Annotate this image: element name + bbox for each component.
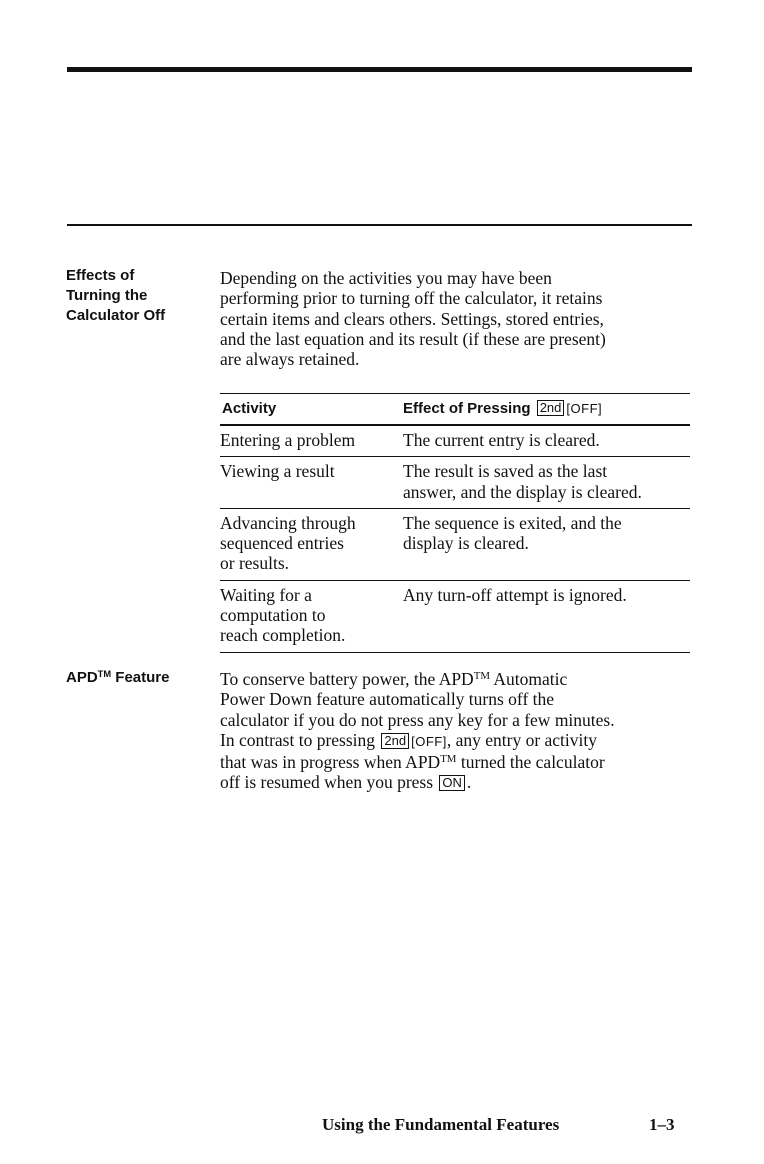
heading-line	[66, 668, 169, 688]
column-header-effect	[403, 400, 602, 417]
body-line: calculator if you do not press any key for a few minutes.	[220, 709, 615, 730]
text-run: that was in progress when APD	[220, 752, 441, 773]
cell-line-spacer	[403, 625, 690, 645]
text-run: Automatic	[489, 669, 568, 689]
cell-line: The sequence is exited, and the	[403, 512, 622, 533]
text-run: turned the calculator	[456, 752, 605, 773]
body-line	[220, 772, 690, 792]
body-line	[220, 669, 690, 689]
text-run: In contrast to pressing	[220, 729, 376, 750]
cell-line: The current entry is cleared.	[403, 430, 600, 450]
table-header-row	[220, 393, 690, 426]
key-off-label: [OFF]	[411, 733, 447, 749]
body-line: Depending on the activities you may have been	[220, 268, 552, 288]
effects-table	[220, 393, 690, 653]
top-thin-rule	[67, 224, 692, 226]
heading-line: Calculator Off	[66, 307, 166, 324]
cell-line: sequenced entries	[220, 533, 344, 554]
heading-feature: Feature	[111, 669, 170, 686]
section-heading-effects	[66, 266, 165, 326]
table-row	[220, 426, 690, 457]
cell-effect	[403, 513, 690, 574]
column-header-activity: Activity	[222, 400, 277, 417]
trademark: TM	[440, 753, 457, 766]
table-row	[220, 457, 690, 509]
table-row	[220, 581, 690, 653]
text-run: .	[466, 772, 472, 793]
text-run: , any entry or activity	[446, 729, 598, 750]
section-heading-apd	[66, 668, 169, 688]
trademark: TM	[97, 668, 112, 679]
body-line: and the last equation and its result (if these are present)	[220, 328, 606, 349]
footer-title: Using the Fundamental Features	[322, 1115, 560, 1134]
header-effect-text: Effect of Pressing	[403, 400, 531, 417]
body-line: Power Down feature automatically turns off the	[220, 689, 555, 710]
top-thick-rule	[67, 67, 692, 72]
text-run: To conserve battery power, the APD	[220, 669, 474, 689]
trademark: TM	[473, 670, 490, 683]
key-2nd-icon: 2nd	[537, 400, 565, 416]
key-2nd-icon: 2nd	[381, 733, 409, 749]
cell-line: answer, and the display is cleared.	[403, 481, 642, 502]
table-row	[220, 509, 690, 581]
body-line	[220, 730, 690, 752]
key-on-icon: ON	[439, 775, 465, 791]
cell-line: display is cleared.	[403, 533, 529, 554]
text-run: off is resumed when you press	[220, 772, 434, 793]
cell-activity	[220, 585, 398, 646]
heading-apd: APD	[66, 669, 98, 686]
cell-line: computation to	[220, 605, 326, 626]
cell-effect	[403, 585, 690, 646]
cell-activity	[220, 430, 398, 450]
cell-activity	[220, 513, 398, 574]
cell-line-spacer	[403, 553, 690, 573]
key-off-label: [OFF]	[566, 401, 603, 416]
cell-line: Waiting for a	[220, 584, 312, 605]
cell-line: reach completion.	[220, 625, 346, 646]
cell-line-spacer	[403, 605, 690, 625]
section-body-apd	[220, 669, 690, 793]
heading-line: Effects of	[66, 267, 135, 284]
body-line: are always retained.	[220, 349, 360, 370]
section-body-effects	[220, 268, 690, 369]
cell-line: The result is saved as the last	[403, 461, 608, 482]
cell-effect	[403, 430, 690, 450]
body-line: performing prior to turning off the calculator, it retains	[220, 288, 603, 309]
cell-line: Any turn-off attempt is ignored.	[403, 584, 627, 605]
cell-effect	[403, 461, 690, 502]
heading-line: Turning the	[66, 287, 148, 304]
body-line: certain items and clears others. Settings, stored entries,	[220, 308, 604, 329]
cell-line: Advancing through	[220, 512, 356, 533]
cell-line: Viewing a result	[220, 461, 335, 482]
page-number: 1–3	[649, 1115, 675, 1134]
cell-line: or results.	[220, 553, 290, 574]
body-line	[220, 752, 690, 772]
cell-activity	[220, 461, 398, 481]
cell-line: Entering a problem	[220, 430, 356, 450]
